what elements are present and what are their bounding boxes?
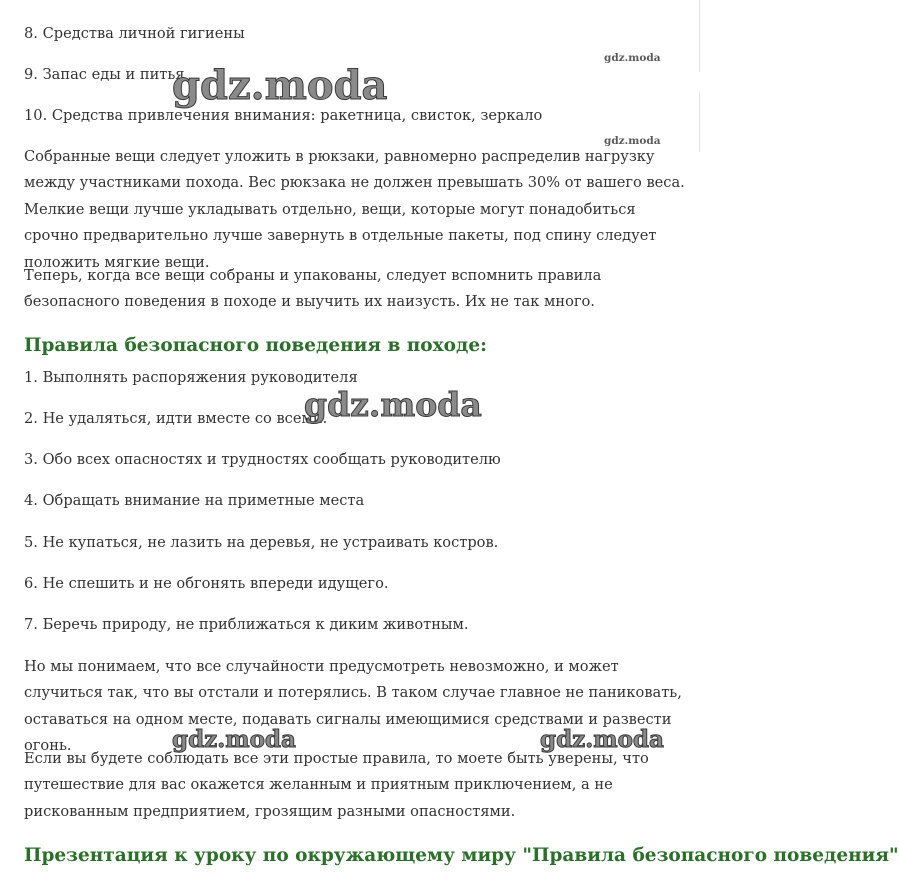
rule-item-5: 5. Не купаться, не лазить на деревья, не устраивать костров. [24, 534, 499, 551]
watermark-logo: gdz.moda [540, 726, 664, 753]
heading-cut-off: Презентация к уроку по окружающему миру "Правила безопасного поведения" [24, 845, 899, 866]
rule-item-6: 6. Не спешить и не обгонять впереди идущего. [24, 575, 389, 592]
list-item-8: 8. Средства личной гигиены [24, 25, 245, 42]
edge-strip-mid [699, 92, 714, 152]
paragraph-rules-intro: Теперь, когда все вещи собраны и упакованы, следует вспомнить правила безопасного поведения в походе и выучить их наизусть. Их не так много. [24, 267, 602, 311]
paragraph-lost: Но мы понимаем, что все случайности предусмотреть невозможно, и может случиться так, что вы отстали и потерялись. В таком случае главное не паниковать, оставаться на одном месте, подавать сигналы имеющимися средствами и развести огонь. [24, 658, 682, 755]
list-item-10: 10. Средства привлечения внимания: ракетница, свисток, зеркало [24, 107, 543, 124]
list-item-9: 9. Запас еды и питья [24, 66, 185, 83]
heading-safety-rules: Правила безопасного поведения в походе: [24, 335, 487, 356]
rule-item-7: 7. Беречь природу, не приближаться к диким животным. [24, 616, 469, 633]
rule-item-4: 4. Обращать внимание на приметные места [24, 492, 365, 509]
watermark-logo: gdz.moda [304, 385, 482, 424]
paragraph-conclusion: Если вы будете соблюдать все эти простые правила, то моете быть уверены, что путешествие для вас окажется желанным и приятным приключением, а не рискованным предприятием, грозящим разными опасностями. [24, 750, 649, 820]
watermark-small: gdz.moda [604, 135, 661, 147]
watermark-small: gdz.moda [604, 52, 661, 64]
edge-strip-top [699, 0, 714, 72]
rule-item-1: 1. Выполнять распоряжения руководителя [24, 369, 358, 386]
watermark-logo: gdz.moda [172, 62, 388, 109]
rule-item-3: 3. Обо всех опасностях и трудностях сообщать руководителю [24, 451, 501, 468]
watermark-logo: gdz.moda [172, 726, 296, 753]
rule-item-2: 2. Не удаляться, идти вместе со всеми. [24, 410, 328, 427]
paragraph-packing: Собранные вещи следует уложить в рюкзаки, равномерно распределив нагрузку между участниками похода. Вес рюкзака не должен превышать 30% от вашего веса. Мелкие вещи лучше укладывать отдельно, вещи, которые могут понадобиться срочно предварительно лучше завернуть в отдельные пакеты, под спину следует положить мягкие вещи. [24, 148, 685, 271]
